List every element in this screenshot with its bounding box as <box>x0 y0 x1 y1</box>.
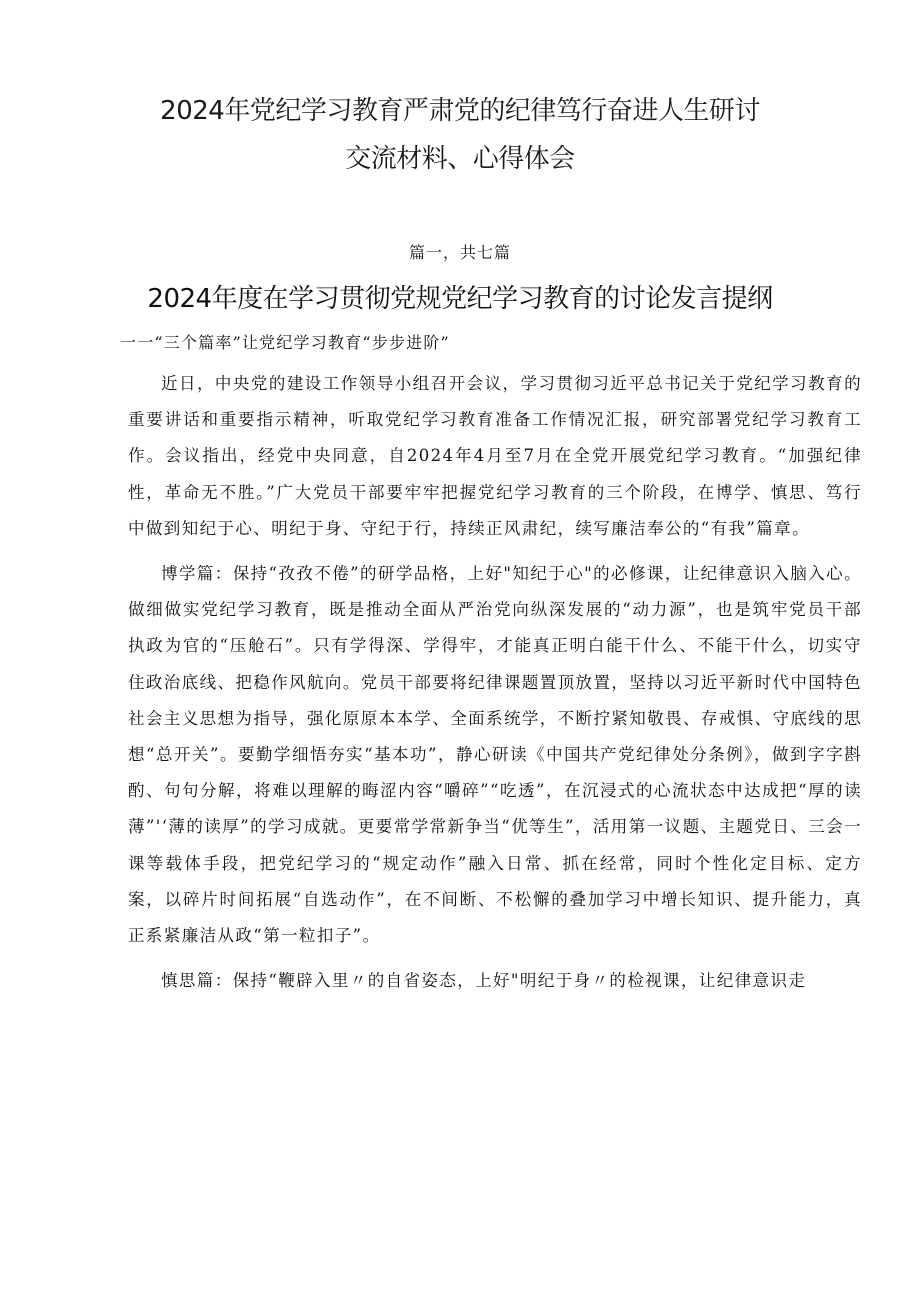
paragraph-boxue: 博学篇：保持“孜孜不倦”的研学品格，上好"知纪于心"的必修课，让纪律意识入脑入心。做细做实党纪学习教育，既是推动全面从严治党向纵深发展的“动力源”，也是筑牢党员干部执政为官的“压舱石”。只有学得深、学得牢，才能真正明白能干什么、不能干什么，切实守住政治底线、把稳作风航向。党员干部要将纪律课题置顶放置，坚持以习近平新时代中国特色社会主义思想为指导，强化原原本本学、全面系统学，不断拧紧知敬畏、存戒惧、守底线的思想“总开关”。要勤学细悟夯实“基本功”，静心研读《中国共产党纪律处分条例》，做到字字斟酌、句句分解，将难以理解的晦涩内容“嚼碎”“吃透”，在沉浸式的心流状态中达成把“厚的读薄”'‘薄的读厚”的学习成就。更要常学常新争当“优等生”，活用第一议题、主题党日、三会一课等载体手段，把党纪学习的“规定动作”融入日常、抓在经常，同时个性化定目标、定方案，以碎片时间拓展“自选动作”，在不间断、不松懈的叠加学习中增长知识、提升能力，真正系紧廉洁从政“第一粒扣子”。 <box>128 564 862 946</box>
paragraph-intro: 近日，中央党的建设工作领导小组召开会议，学习贯彻习近平总书记关于党纪学习教育的重要讲话和重要指示精神，听取党纪学习教育准备工作情况汇报，研究部署党纪学习教育工作。会议指出，经党中央同意，自2024年4月至7月在全党开展党纪学习教育。“加强纪律性，革命无不胜。”广大党员干部要牢牢把握党纪学习教育的三个阶段，在博学、慎思、笃行中做到知纪于心、明纪于身、守纪于行，持续正风肃纪，续写廉洁奉公的“有我”篇章。 <box>128 374 862 538</box>
document-title-line-2: 交流材料、心得体会 <box>345 144 575 174</box>
section-subheading: 一一“三个篇率”让党纪学习教育“步步进阶” <box>120 333 450 352</box>
part-label: 篇一，共七篇 <box>408 243 511 262</box>
document-title-line-1: 2024年党纪学习教育严肃党的纪律笃行奋进人生研讨 <box>160 96 760 126</box>
section-title: 2024年度在学习贯彻党规党纪学习教育的讨论发言提纲 <box>147 284 773 314</box>
paragraph-shensi: 慎思篇：保持“鞭辟入里〃的自省姿态，上好"明纪于身〃的检视课，让纪律意识走 <box>161 971 807 991</box>
body-text <box>128 366 862 999</box>
